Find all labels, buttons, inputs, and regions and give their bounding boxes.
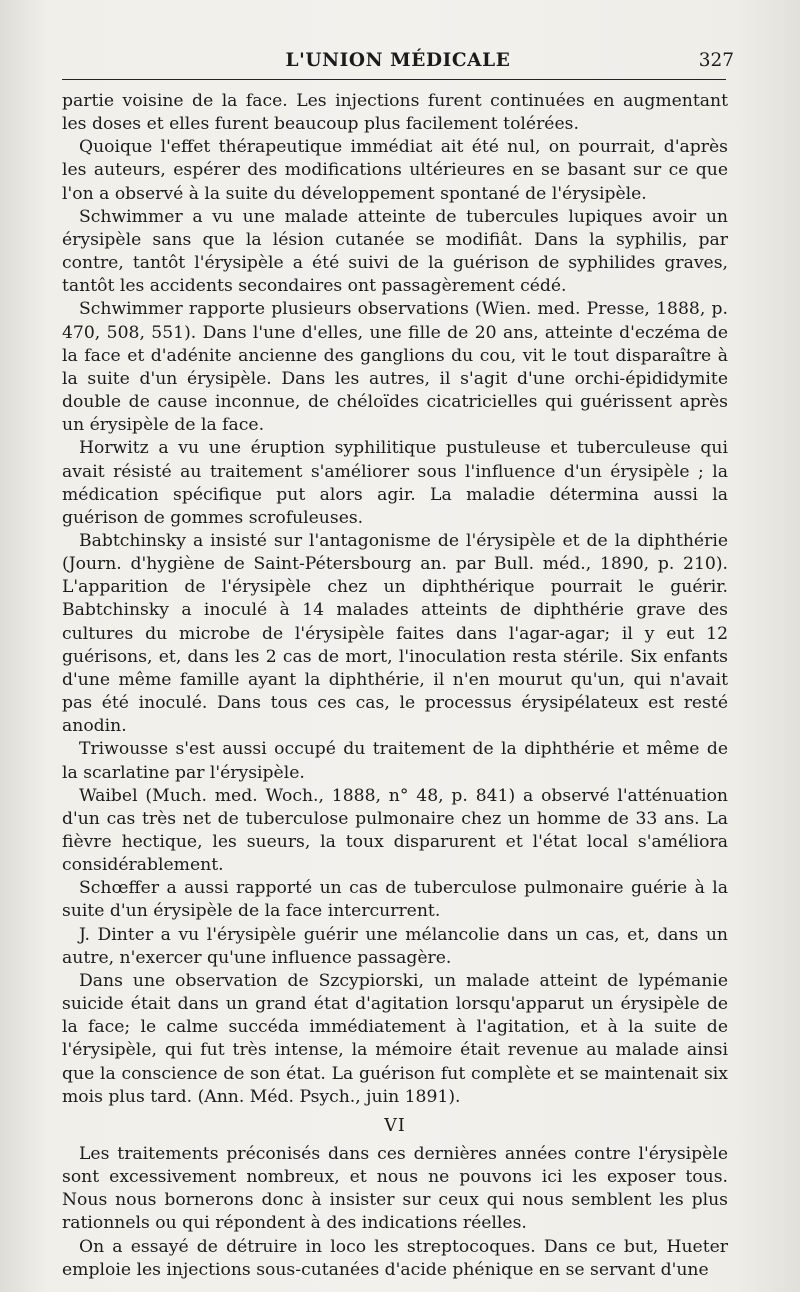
- paragraph: Triwousse s'est aussi occupé du traitement de la diphthérie et même de la scarlatine par l'érysipèle.: [62, 739, 728, 783]
- header-rule: [62, 79, 726, 80]
- paragraph: Schwimmer a vu une malade atteinte de tubercules lupiques avoir un érysipèle sans que la lésion cutanée se modifiât. Dans la syphilis, par contre, tantôt l'érysipèle a été suivi de la guérison de syphilides graves, tantôt les accidents secondaires ont passagèrement cédé.: [62, 206, 728, 297]
- paragraph: Schœffer a aussi rapporté un cas de tuberculose pulmonaire guérie à la suite d'un érysipèle de la face intercurrent.: [62, 878, 728, 922]
- paragraph: Quoique l'effet thérapeutique immédiat ait été nul, on pourrait, d'après les auteurs, espérer des modifications ultérieures en se basant sur ce que l'on a observé à la suite du développement spontané de l'érysipèle.: [62, 137, 728, 204]
- body-text: [62, 90, 728, 1282]
- paragraph: Les traitements préconisés dans ces dernières années contre l'érysipèle sont excessivement nombreux, et nous ne pouvons ici les exposer tous. Nous nous bornerons donc à insister sur ceux qui nous semblent les plus rationnels ou qui répondent à des indications réelles.: [62, 1143, 728, 1234]
- paragraph: Horwitz a vu une éruption syphilitique pustuleuse et tuberculeuse qui avait résisté au traitement s'améliorer sous l'influence d'un érysipèle ; la médication spécifique put alors agir. La maladie détermina aussi la guérison de gommes scrofuleuses.: [62, 438, 728, 528]
- paragraph: Dans une observation de Szcypiorski, un malade atteint de lypémanie suicide était dans un grand état d'agitation lorsqu'apparut un érysipèle de la face; le calme succéda immédiatement à l'agitation, et à la suite de l'érysipèle, qui fut très intense, la mémoire était revenue au malade ainsi que la conscience de son état. La guérison fut complète et se maintenait six mois plus tard. (Ann. Méd. Psych., juin 1891).: [62, 970, 728, 1107]
- paragraph: Schwimmer rapporte plusieurs observations (Wien. med. Presse, 1888, p. 470, 508, 551). Dans l'une d'elles, une fille de 20 ans, atteinte d'eczéma de la face et d'adénite ancienne des ganglions du cou, vit le tout disparaître à la suite d'un érysipèle. Dans les autres, il s'agit d'une orchi-épididymite double de cause inconnue, de chéloïdes cicatricielles qui guérissent après un érysipèle de la face.: [62, 299, 728, 436]
- paragraph: partie voisine de la face. Les injections furent continuées en augmentant les doses et elles furent beaucoup plus facilement tolérées.: [62, 91, 728, 135]
- running-title: L'UNION MÉDICALE: [285, 50, 511, 71]
- paragraph: J. Dinter a vu l'érysipèle guérir une mélancolie dans un cas, et, dans un autre, n'exercer qu'une influence passagère.: [62, 924, 728, 968]
- paragraph: Waibel (Much. med. Woch., 1888, n° 48, p. 841) a observé l'atténuation d'un cas très net de tuberculose pulmonaire chez un homme de 33 ans. La fièvre hectique, les sueurs, la toux disparurent et l'état local s'améliora considérablement.: [62, 785, 728, 876]
- page-number: 327: [698, 50, 734, 71]
- section-heading: VI: [384, 1115, 406, 1136]
- paragraph: Babtchinsky a insisté sur l'antagonisme de l'érysipèle et de la diphthérie (Journ. d'hygiène de Saint-Pétersbourg an. par Bull. méd., 1890, p. 210). L'apparition de l'érysipèle chez un diphthérique pourrait le guérir. Babtchinsky a inoculé à 14 malades atteints de diphthérie grave des cultures du microbe de l'érysipèle faites dans l'agar-agar; il y eut 12 guérisons, et, dans les 2 cas de mort, l'inoculation resta stérile. Six enfants d'une même famille ayant la diphthérie, il n'en mourut qu'un, qui n'avait pas été inoculé. Dans tous ces cas, le processus érysipélateux est resté anodin.: [62, 530, 728, 737]
- page-header: [62, 46, 734, 76]
- paragraph: On a essayé de détruire in loco les streptocoques. Dans ce but, Hueter emploie les injections sous-cutanées d'acide phénique en se servant d'une: [62, 1236, 728, 1280]
